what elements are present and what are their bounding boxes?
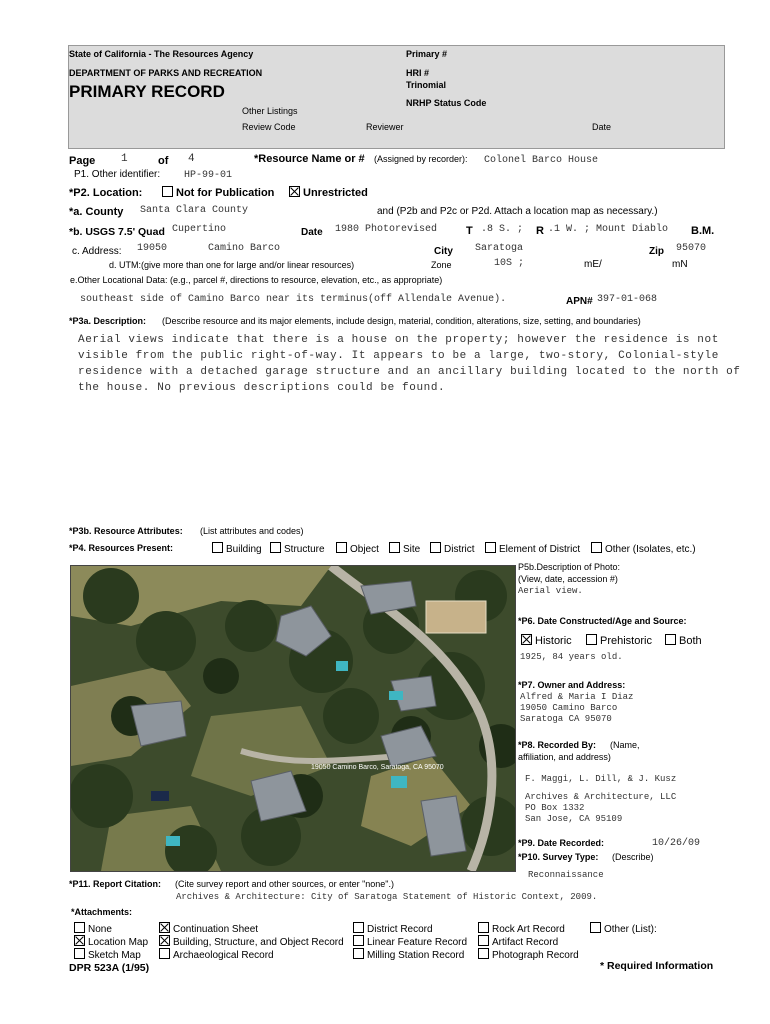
county-value: Santa Clara County: [140, 205, 249, 216]
attachment-photograph-record[interactable]: Photograph Record: [478, 948, 579, 961]
range-value: .1 W. ; Mount Diablo: [548, 224, 669, 235]
p9-value: 10/26/09: [652, 838, 701, 849]
trinomial-label: Trinomial: [406, 80, 447, 90]
other-listings-label: Other Listings: [242, 106, 298, 116]
other-locational-value: southeast side of Camino Barco near its terminus(off Allendale Avenue).: [80, 294, 507, 305]
attachment-milling-station-record[interactable]: Milling Station Record: [353, 948, 464, 961]
historic-checkbox[interactable]: [521, 634, 532, 645]
aerial-photo-graphic: [71, 566, 515, 871]
p10-note: (Describe): [612, 852, 654, 862]
p9-label: *P9. Date Recorded:: [518, 838, 605, 848]
p3a-label: *P3a. Description:: [69, 316, 147, 326]
recorder-names: F. Maggi, L. Dill, & J. Kusz: [525, 774, 677, 784]
p7-label: *P7. Owner and Address:: [518, 680, 626, 690]
p4-option-site[interactable]: Site: [389, 542, 420, 555]
city-label: City: [434, 246, 453, 257]
p4-option-district[interactable]: District: [430, 542, 475, 555]
date-label: Date: [592, 122, 612, 132]
of-label: of: [158, 155, 169, 167]
p10-label: *P10. Survey Type:: [518, 852, 599, 862]
p11-label: *P11. Report Citation:: [69, 879, 162, 889]
attachment-linear-feature-record[interactable]: Linear Feature Record: [353, 935, 467, 948]
owner-line: 19050 Camino Barco: [520, 703, 618, 713]
p4-option-element-of-district[interactable]: Element of District: [485, 542, 580, 555]
rock-art-record-checkbox[interactable]: [478, 922, 489, 933]
attachment-none[interactable]: None: [74, 922, 112, 935]
p1-label: P1. Other identifier:: [74, 169, 161, 180]
aerial-photo: [70, 565, 516, 872]
p2-label: *P2. Location:: [69, 187, 143, 199]
attachment-sketch-map[interactable]: Sketch Map: [74, 948, 141, 961]
p3b-label: *P3b. Resource Attributes:: [69, 526, 183, 536]
p3a-description: [78, 332, 741, 396]
resource-name-value: Colonel Barco House: [484, 155, 599, 166]
reviewer-label: Reviewer: [366, 122, 404, 132]
required-information-note: * Required Information: [600, 960, 714, 972]
zip-value: 95070: [676, 243, 707, 254]
usgs-quad-value: Cupertino: [172, 224, 227, 235]
address-number: 19050: [137, 243, 168, 254]
attachments-label: *Attachments:: [71, 907, 133, 917]
artifact-record-checkbox[interactable]: [478, 935, 489, 946]
p5b-label: P5b.Description of Photo:: [518, 562, 621, 572]
attachment-archaeological-record[interactable]: Archaeological Record: [159, 948, 274, 961]
linear-feature-record-checkbox[interactable]: [353, 935, 364, 946]
form-number: DPR 523A (1/95): [69, 962, 150, 974]
description-line: the house. No previous descriptions could be found.: [78, 382, 446, 394]
photo-address-overlay: 19050 Camino Barco, Saratoga, CA 95070: [311, 764, 444, 771]
object-checkbox[interactable]: [336, 542, 347, 553]
hri-label: HRI #: [406, 68, 430, 78]
p8-note-2: affiliation, and address): [518, 752, 611, 762]
attachment-rock-art-record[interactable]: Rock Art Record: [478, 922, 565, 935]
p4-label: *P4. Resources Present:: [69, 543, 174, 553]
utm-easting-label: mE/: [584, 259, 602, 270]
review-code-label: Review Code: [242, 122, 296, 132]
site-checkbox[interactable]: [389, 542, 400, 553]
p4-option-object[interactable]: Object: [336, 542, 379, 555]
quad-date-value: 1980 Photorevised: [335, 224, 438, 235]
p4-option-other[interactable]: Other (Isolates, etc.): [591, 542, 696, 555]
recorder-line: San Jose, CA 95109: [525, 814, 623, 824]
zone-label: Zone: [431, 260, 452, 270]
city-value: Saratoga: [475, 243, 524, 254]
p8-note: (Name,: [610, 740, 640, 750]
other-list-checkbox[interactable]: [590, 922, 601, 933]
p11-note: (Cite survey report and other sources, or enter "none".): [175, 879, 394, 889]
district-checkbox[interactable]: [430, 542, 441, 553]
p5b-note: (View, date, accession #): [518, 574, 618, 584]
attachment-other[interactable]: Other (List):: [590, 922, 657, 935]
description-line: visible from the public right-of-way. It appears to be a large, two-story, Colonial-style: [78, 350, 719, 362]
address-street: Camino Barco: [208, 243, 281, 254]
attachment-building-record[interactable]: Building, Structure, and Object Record: [159, 935, 344, 948]
page-total: 4: [188, 153, 195, 165]
county-label: *a. County: [69, 206, 124, 218]
apn-label: APN#: [566, 296, 593, 307]
page-number: 1: [121, 153, 128, 165]
p3a-note: (Describe resource and its major elements, include design, material, condition, alterations, size, setting, and boundaries): [162, 316, 641, 326]
township-label: T: [466, 225, 473, 237]
usgs-quad-label: *b. USGS 7.5' Quad: [69, 226, 165, 238]
description-line: residence with a detached garage structure and an ancillary building located to the north of: [78, 366, 741, 378]
continuation-sheet-checkbox[interactable]: [159, 922, 170, 933]
not-for-publication-option[interactable]: Not for Publication: [162, 186, 274, 199]
attachment-location-map[interactable]: Location Map: [74, 935, 148, 948]
attachment-district-record[interactable]: District Record: [353, 922, 433, 935]
range-label: R: [536, 225, 544, 237]
attachment-artifact-record[interactable]: Artifact Record: [478, 935, 558, 948]
p6-option-prehistoric[interactable]: Prehistoric: [586, 634, 652, 647]
both-checkbox[interactable]: [665, 634, 676, 645]
agency-line: State of California - The Resources Agency: [69, 49, 254, 59]
apn-value: 397-01-068: [597, 294, 658, 305]
unrestricted-option[interactable]: Unrestricted: [289, 186, 368, 199]
element-of-district-checkbox[interactable]: [485, 542, 496, 553]
utm-northing-label: mN: [672, 259, 688, 270]
base-meridian-label: B.M.: [691, 225, 715, 237]
prehistoric-checkbox[interactable]: [586, 634, 597, 645]
zip-label: Zip: [649, 246, 664, 257]
description-line: Aerial views indicate that there is a house on the property; however the residence is not: [78, 334, 719, 346]
owner-line: Alfred & Maria I Diaz: [520, 692, 634, 702]
address-label: c. Address:: [72, 246, 122, 257]
milling-station-record-checkbox[interactable]: [353, 948, 364, 959]
district-record-checkbox[interactable]: [353, 922, 364, 933]
nrhp-status-label: NRHP Status Code: [406, 98, 487, 108]
p4-option-building[interactable]: Building: [212, 542, 262, 555]
utm-label: d. UTM:(give more than one for large and/or linear resources): [109, 260, 355, 270]
form-title: PRIMARY RECORD: [69, 82, 225, 101]
map-note: and (P2b and P2c or P2d. Attach a location map as necessary.): [377, 206, 658, 217]
zone-value: 10S ;: [494, 258, 525, 269]
location-map-checkbox[interactable]: [74, 935, 85, 946]
p6-label: *P6. Date Constructed/Age and Source:: [518, 616, 687, 626]
resource-name-label: *Resource Name or #: [254, 153, 365, 165]
recorder-line: PO Box 1332: [525, 803, 585, 813]
p11-value: Archives & Architecture: City of Saratoga Statement of Historic Context, 2009.: [176, 892, 598, 902]
recorder-line: Archives & Architecture, LLC: [525, 792, 677, 802]
p6-option-both[interactable]: Both: [665, 634, 702, 647]
structure-checkbox[interactable]: [270, 542, 281, 553]
p4-option-structure[interactable]: Structure: [270, 542, 325, 555]
attachment-continuation-sheet[interactable]: Continuation Sheet: [159, 922, 258, 935]
p10-value: Reconnaissance: [528, 870, 604, 880]
not-for-publication-checkbox[interactable]: [162, 186, 173, 197]
assigned-note: (Assigned by recorder):: [374, 154, 468, 164]
township-value: .8 S. ;: [481, 224, 524, 235]
p1-value: HP-99-01: [184, 170, 233, 181]
owner-line: Saratoga CA 95070: [520, 714, 612, 724]
building-checkbox[interactable]: [212, 542, 223, 553]
none-checkbox[interactable]: [74, 922, 85, 933]
primary-number-label: Primary #: [406, 49, 448, 59]
p5b-value: Aerial view.: [518, 586, 583, 596]
other-isolates-checkbox[interactable]: [591, 542, 602, 553]
p6-value: 1925, 84 years old.: [520, 652, 623, 662]
building-record-checkbox[interactable]: [159, 935, 170, 946]
p8-label: *P8. Recorded By:: [518, 740, 597, 750]
p3b-note: (List attributes and codes): [200, 526, 304, 536]
sketch-map-checkbox[interactable]: [74, 948, 85, 959]
p6-option-historic[interactable]: Historic: [521, 634, 572, 647]
other-locational-label: e.Other Locational Data: (e.g., parcel #, directions to resource, elevation, etc., as appropriate): [70, 275, 443, 285]
unrestricted-checkbox[interactable]: [289, 186, 300, 197]
page-label: Page: [69, 155, 96, 167]
department-line: DEPARTMENT OF PARKS AND RECREATION: [69, 68, 263, 78]
archaeological-record-checkbox[interactable]: [159, 948, 170, 959]
quad-date-label: Date: [301, 227, 323, 238]
photograph-record-checkbox[interactable]: [478, 948, 489, 959]
